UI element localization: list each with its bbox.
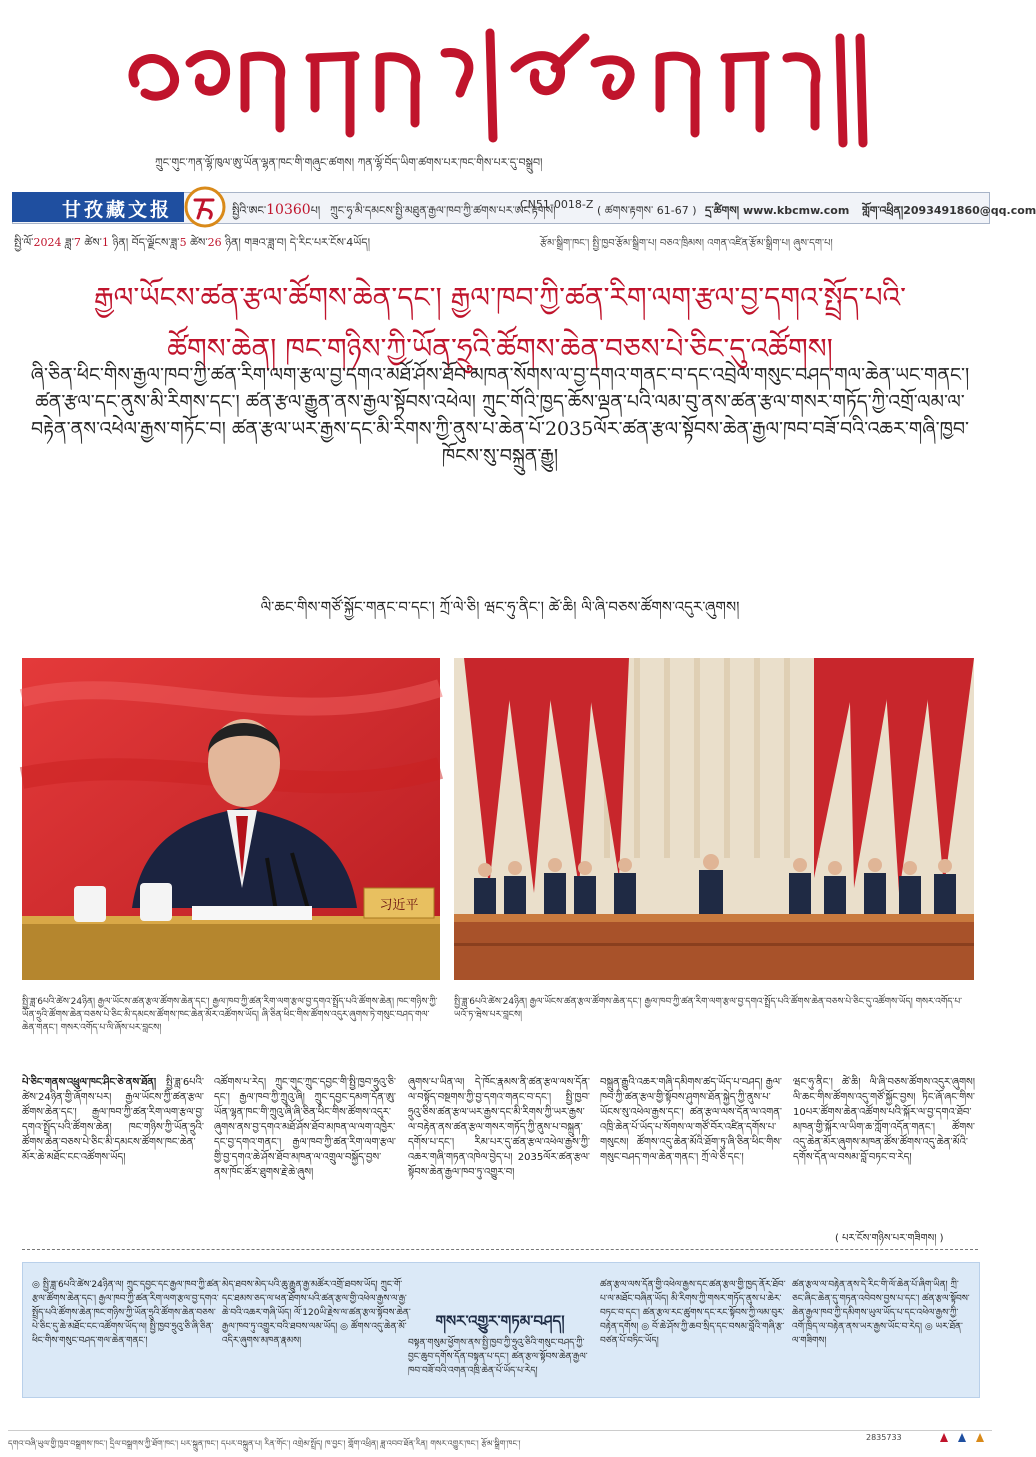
commentary-column-3: ཚན་རྩལ་ལས་དོན་གྱི་འཕེལ་རྒྱས་དང་ཚན་རྩལ་གྱི་ཁྱད་ནོར་ཐོབ་པ་ལ་མཐོང་བཞིན་ཡོད། མི་རིགས་ཀྱི་གསར་གཏོད་ནུས་པ་ཆེར་བཏང་བ་དང་། ཚན་རྩལ་རང་ཚུགས་དང་རང་སྟོབས་ཀྱི་ལམ་བུར་བརྟེན་དགོས། ◎ བོ་ཆེ་ཤོས་ཀྱི་ཆབ་སྲིད་དང་བསམ་བློའི་གཞི་རྩ་བཙན་པོ་བཏིང་ཡོད། (600, 1280, 786, 1346)
continued-note: ( པར་ངོས་གཉིས་པར་གཟིགས། ) (835, 1233, 944, 1244)
caption-left: སྤྱི་ཟླ་6པའི་ཚེས་24ཉིན། རྒྱལ་ཡོངས་ཚན་རྩལ་ཚོགས་ཆེན་དང་། རྒྱལ་ཁབ་ཀྱི་ཚན་རིག་ལག་རྩལ་བྱ་དགའ་སྤྲོད་པའི་ཚོགས་ཆེན། ཁང་གཉིས་ཀྱི་ཡོན་ཧྲུའི་ཚོགས་ཆེན་བཅས་པེ་ཅིང་མི་དམངས་ཚོགས་ཁང་ཆེན་མོར་འཚོགས་ཡོད། ཞི་ཅིན་ཕིང་གིས་ཚོགས་འདུར་ཞུགས་ཏེ་གསུང་བཤད་གལ་ཆེན་གནང་། གསར་འགོད་པ་ལི་ཞོས་པར་བླངས། (22, 997, 438, 1033)
publisher-note: ཀྲུང་ཧྭ་མི་དམངས་སྤྱི་མཐུན་རྒྱལ་ཁབ་ཀྱི་ཚགས་པར་ཨང་རྟགས། (330, 204, 556, 217)
article-column-5: ཝང་ཧུ་ནིང་། ཚེ་ཆི། ལི་ཞི་བཅས་ཚོགས་འདུར་ཞུགས། ལི་ཆང་གིས་ཚོགས་འདུ་གཙོ་སྐྱོང་བྱས། ཏིང་ཞོ་ཞང་གིས་10པར་ཚོགས་ཆེན་འཚོགས་པའི་སྐོར་ལ་བྱ་དགའ་ཐོབ་མཁན་གྱི་སྐོར་ལ་ཡིག་ཆ་ཀློག་འདོན་གནང་། ཚོགས་འདུ་ཆེན་མོར་ཞུགས་མཁན་ཚོས་ཚོགས་འདུ་ཆེན་མོའི་དགོས་དོན་ལ་བསམ་བློ་བཏང་བ་རེད། (793, 1077, 975, 1163)
nameplate-text: 习近平 (379, 898, 419, 913)
logo-text: 甘孜藏文报 (62, 199, 173, 221)
editorial-staff: རྩོམ་སྒྲིག་ཁང་། སྤྱི་ཁྱབ་རྩོམ་སྒྲིག་པ། བཅའ་ཁྲིམས། འགན་འཛིན་རྩོམ་སྒྲིག་པ། ཞུས་དག་པ། (540, 238, 833, 249)
subheadline: ཞི་ཅིན་ཕིང་གིས་རྒྱལ་ཁབ་ཀྱི་ཚན་རིག་ལག་རྩལ་བྱ་དགའ་མཐོ་ཤོས་ཐོབ་མཁན་སོགས་ལ་བྱ་དགའ་གནང་བ་དང་འབྲེལ་གསུང་བཤད་གལ་ཆེན་ཡང་གནང་། ཚན་རྩལ་དང་ནུས་མི་རིགས་དང་། ཚན་རྩལ་རྒྱུན་ནས་རྒྱལ་སྟོབས་འཕེལ། ཀྲུང་གོའི་ཁྱད་ཆོས་ལྡན་པའི་ལམ་བུ་ནས་ཚན་རྩལ་གསར་གཏོད་ཀྱི་འགྲོ་ལམ་ལ་བརྟེན་ནས་འཕེལ་རྒྱས་གཏོང་བ། ཚན་རྩལ་ཡར་རྒྱས་དང་མི་རིགས་ཀྱི་ནུས་པ་ཆེན་པོ་2035ལོར་ཚན་རྩལ་སྟོབས་ཆེན་རྒྱལ་ཁབ་བཟོ་བའི་འཆར་གཞི་ཁྱབ་ཁོངས་སུ་བསྐྲུན་རྒྱུ། (30, 364, 970, 467)
article-column-1 (22, 1075, 204, 1240)
issue-number: སྤྱིའི་ཨང་10360པ། (232, 202, 321, 218)
email: གློག་འཕྲིན།2093491860@qq.com (862, 204, 1036, 217)
article-text-1: སྤྱི་ཟླ་6པའི་ཚེས་24ཉིན་གྱི་ཞོགས་པར། རྒྱལ་ཡོངས་ཀྱི་ཚན་རྩལ་ཚོགས་ཆེན་དང་། རྒྱལ་ཁབ་ཀྱི་ཚན་རིག་ལག་རྩལ་བྱ་དགའ་སྤྲོད་པའི་ཚོགས་ཆེན། ཁང་གཉིས་ཀྱི་ཡོན་ཧྲུའི་ཚོགས་ཆེན་བཅས་པེ་ཅིང་མི་དམངས་ཚོགས་ཁང་ཆེན་མོར་ཆེ་མཐོང་ངང་འཚོགས་ཡོད། (22, 1077, 204, 1163)
headline-line-2: ཚོགས་ཆེན། ཁང་གཉིས་ཀྱི་ཡོན་ཧྲུའི་ཚོགས་ཆེན་བཅས་པེ་ཅིང་དུ་འཚོགས། (167, 332, 833, 365)
byline: ལི་ཆང་གིས་གཙོ་སྐྱོང་གནང་བ་དང་། ཀྲོ་ལེ་ཅི། ཝང་ཧུ་ནིང་། ཚེ་ཆི། ལི་ཞི་བཅས་ཚོགས་འདུར་ཞུགས། (260, 598, 740, 616)
commentary-column-2: མེད་ཐབས་མེད་པའི་ཆུ་རྒྱུན་རྒྱ་མཚོར་འགྲོ་ཐབས་ཡོད། ཀྲུང་གོ་དང་ཐམས་ཅད་ལ་ཕན་ཐོགས་པའི་ཚན་རྩལ་གྱི་འཕེལ་རྒྱས་ལ་རྒྱ་ཆེ་བའི་འཆར་གཞི་ཡོད། ལོ་120ཡི་རྗེས་ལ་ཚན་རྩལ་སྟོབས་ཆེན་རྒྱལ་ཁབ་ཏུ་འགྱུར་བའི་ཐབས་ལམ་ཡོད། ◎ ཚོགས་འདུ་ཆེན་མོ་འདིར་ཞུགས་མཁན་རྣམས། (222, 1280, 411, 1346)
footer-emblems-icon (934, 1430, 994, 1444)
newspaper-logo (12, 192, 184, 222)
headline-line-1: རྒྱལ་ཡོངས་ཚན་རྩལ་ཚོགས་ཆེན་དང་། རྒྱལ་ཁབ་ཀྱི་ཚན་རིག་ལག་རྩལ་བྱ་དགའ་སྤྲོད་པའི་ (93, 281, 907, 314)
commentary-body: བསྟན་གསུམ་ཕྱོགས་ནས་སྤྱི་ཁྱབ་ཀྱི་ཧྲུའུ་ཅིའི་གསུང་བཤད་ཀྱི་བྱང་ཆུབ་དགོས་དོན་བསྟན་པ་དང་། ཚན་རྩལ་སྟོབས་ཆེན་རྒྱལ་ཁབ་བཟོ་བའི་འགན་འཁྲི་ཆེན་པོ་ཡོད་པ་རེད། (408, 1338, 588, 1376)
caption-right: སྤྱི་ཟླ་6པའི་ཚེས་24ཉིན། རྒྱལ་ཡོངས་ཚན་རྩལ་ཚོགས་ཆེན་དང་། རྒྱལ་ཁབ་ཀྱི་ཚན་རིག་ལག་རྩལ་བྱ་དགའ་སྤྲོད་པའི་ཚོགས་ཆེན་བཅས་པེ་ཅིང་དུ་འཚོགས་ཡོད། གསར་འགོད་པ་ཡའོ་ཏ་ཝེས་པར་བླངས། (454, 997, 962, 1020)
section-divider (22, 1249, 978, 1250)
cn-number: CN51-0018-Z (520, 198, 594, 211)
article-column-3: ཞུགས་པ་ཡིན་ལ། དེ་ཁོང་རྣམས་ནི་ཚན་རྩལ་ལས་དོན་ལ་བསྟོད་བསྔགས་ཀྱི་བྱ་དགའ་གནང་བ་དང་། སྤྱི་ཁྱབ་ཧྲུའུ་ཅིས་ཚན་རྩལ་ཡར་རྒྱས་དང་མི་རིགས་ཀྱི་ཡར་རྒྱས་ལ་བརྟེན་ནས་ཚན་རྩལ་གསར་གཏོད་ཀྱི་ནུས་པ་བསྐྲུན་དགོས་པ་དང་། རིམ་པར་དུ་ཚན་རྩལ་འཕེལ་རྒྱས་ཀྱི་འཆར་གཞི་གཏན་འཁེལ་བྱེད་པ། 2035ལོར་ཚན་རྩལ་སྟོབས་ཆེན་རྒྱལ་ཁབ་ཏུ་འགྱུར་བ། (408, 1077, 590, 1178)
dateline: སྤྱི་ལོ་2024 ཟླ་7 ཚེས་1 ཉིན། བོད་ལྗོངས་ཟླ་5 ཚེས་26 ཉིན། གཟའ་ཟླ་བ། དེ་རིང་པར་ངོས་4ཡོད། (14, 236, 371, 249)
speaker-illustration (22, 658, 440, 980)
photo-assembly-stage (454, 658, 974, 980)
article-dateline: པེ་ཅིང་གནས་འཕྲུལ་ཁང་ཤིང་ཅེ་ནས་ཐོན། (22, 1077, 157, 1088)
article-column-4: བསྐྲུན་རྒྱུའི་འཆར་གཞི་དམིགས་ཚད་ཡོད་པ་བཤད། རྒྱལ་ཁབ་ཀྱི་ཚན་རྩལ་གྱི་སྟོབས་ཤུགས་ཐོན་སྐྱེད་ཀྱི་ནུས་པ་ཡོངས་སུ་འཕེལ་རྒྱས་དང་། ཚན་རྩལ་ལས་དོན་ལ་འགན་འཁྲི་ཆེན་པོ་ཡོད་པ་སོགས་ལ་གཙོ་བོར་འཛིན་དགོས་པ་གསུངས། ཚོགས་འདུ་ཆེན་མོའི་ཐོག་ཏུ་ཞི་ཅིན་ཕིང་གིས་གསུང་བཤད་གལ་ཆེན་གནང་། ཀྲོ་ལེ་ཅི་དང་། (600, 1077, 782, 1163)
emblem-icon (182, 186, 228, 228)
commentary-title: གསར་འགྱུར་གཏམ་བཤད། (435, 1312, 565, 1330)
masthead-tagline: ཀྲུང་གུང་ཀན་ལྷོ་ཁུལ་ཨུ་ཡོན་ལྷན་ཁང་གི་གཞུང་ཚགས། ཀན་ལྷོ་བོད་ཡིག་ཚགས་པར་ཁང་གིས་པར་དུ་བསྒྲུབ། (155, 156, 543, 169)
stage-illustration (454, 658, 974, 980)
postal-code-note: ( ཚགས་རྟགས་ 61-67 ) (597, 204, 697, 217)
website: དྲ་ཚིགས། www.kbcmw.com (705, 204, 850, 217)
photo-speaker (22, 658, 440, 980)
footer-code: 2835733 (866, 1433, 902, 1442)
footer-info: དགའ་བཞི་ཡུལ་གྱི་ཁྱབ་བསྒྲགས་ཁང་། དྲིལ་བསྒྲགས་ཀྱི་ཐོག་ཁང་། པར་སྐྲུན་ཁང་། དཔར་བསྐྲུན་པ། རིན་གོང་། འགྲེམ་སྤྲོད། ཁ་བྱང་། གློག་འཕྲིན། ཟླ་འབབ་ཐོན་རིན། གསར་འགྱུར་ཁང་། རྩོམ་སྒྲིག་ཁང་། (8, 1430, 992, 1448)
commentary-column-1: ◎ སྤྱི་ཟླ་6པའི་ཚེས་24ཉིན་ལ། ཀྲུང་དབྱང་དང་རྒྱལ་ཁབ་ཀྱི་ཚན་རྩལ་ཚོགས་ཆེན་དང་། རྒྱལ་ཁབ་ཀྱི་ཚན་རིག་ལག་རྩལ་བྱ་དགའ་སྤྲོད་པའི་ཚོགས་ཆེན་ཁང་གཉིས་ཀྱི་ཡོན་ཧྲུའི་ཚོགས་ཆེན་བཅས་པེ་ཅིང་དུ་ཆེ་མཐོང་ངང་འཚོགས་ཡོད་ལ། སྤྱི་ཁྱབ་ཧྲུའུ་ཅི་ཞི་ཅིན་ཕིང་གིས་གསུང་བཤད་གལ་ཆེན་གནང་། (32, 1280, 221, 1346)
article-column-2: འཚོགས་པ་རེད། ཀྲུང་གུང་ཀྲུང་དབྱང་གི་སྤྱི་ཁྱབ་ཧྲུའུ་ཅི་དང་། རྒྱལ་ཁབ་ཀྱི་ཀྲུའུ་ཞི། ཀྲུང་དབྱང་དམག་དོན་ཨུ་ཡོན་ལྷན་ཁང་གི་ཀྲུའུ་ཞི་ཞི་ཅིན་ཕིང་གིས་ཚོགས་འདུར་ཞུགས་ནས་བྱ་དགའ་མཐོ་ཤོས་ཐོབ་མཁན་ལ་ལག་འཁྱེར་དང་བྱ་དགའ་གནང་། རྒྱལ་ཁབ་ཀྱི་ཚན་རིག་ལག་རྩལ་གྱི་བྱ་དགའ་ཆེ་ཤོས་ཐོབ་མཁན་ལ་འགྲུལ་བསྐྱོད་བྱས་ནས་ཁོང་ཚོར་ཐུགས་རྗེ་ཆེ་ཞུས། (214, 1077, 396, 1178)
masthead (0, 0, 1000, 190)
masthead-logotype (115, 8, 875, 158)
commentary-column-4: ཚན་རྩལ་ལ་བརྟེན་ནས་དེ་རིང་གི་ལོ་ཆེན་པོ་ཞིག་ཡིན། ཀྲི་ཅང་ཞིང་ཆེན་དུ་གཏན་འབེབས་བྱས་པ་དང་། ཚན་རྩལ་སྟོབས་ཆེན་རྒྱལ་ཁབ་ཀྱི་དམིགས་ཡུལ་ཡོད་པ་དང་འཕེལ་རྒྱས་ཀྱི་འགོ་ཁྲིད་ལ་བརྟེན་ནས་ཡར་རྒྱས་ཡོང་བ་རེད། ◎ ཡར་ཐོན་ལ་གཟིགས། (792, 1280, 970, 1346)
